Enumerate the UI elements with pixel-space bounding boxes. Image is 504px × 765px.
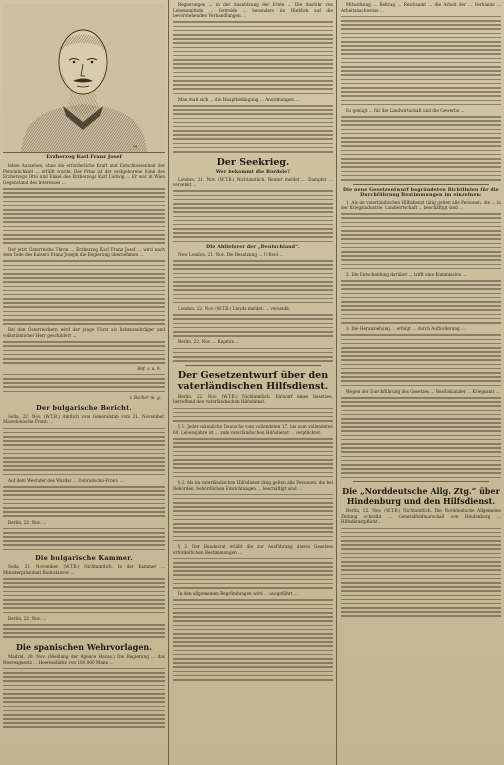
text-block	[341, 334, 501, 386]
text-block	[173, 190, 333, 242]
text-block	[173, 21, 333, 94]
divider	[353, 481, 489, 482]
subheading: Wer bekommt die Bordsle?	[215, 169, 291, 175]
text-block	[3, 624, 165, 638]
text-block	[3, 668, 165, 728]
column-middle	[170, 0, 336, 765]
column-rule	[336, 0, 337, 765]
text-block	[341, 528, 501, 618]
article-text: Bei den Österreichern wird der junge Fürst als liebenswürdiger und volkstümlicher Herr geschildert ...	[3, 327, 165, 338]
article-text: leben Aussehen, ohne die erforderliche Kraft und Entschlossenheit der Persönlichkeit ... erfüllt wurde. Der Prinz ist der erstgeborene Sohn des Erzherzogs Otto und Enkel des Erzherzogs Karl Ludwig ... Er war in Wien Gegenstand des Interesses ...	[3, 163, 165, 185]
text-block	[173, 348, 333, 362]
text-block	[173, 438, 333, 477]
article-text: Man muß sich ... die Hauptbedingung ... Anordnungen ...	[178, 96, 300, 102]
text-block	[173, 314, 333, 337]
article-text: Auf dem Westufer des Wardar ... Dobrudscha-Front: ...	[8, 477, 124, 483]
subheading: Die neue Gesetzentwurf begründeten Richtlinien für die Durchführung Bestimmungen im einzelnen:	[343, 187, 499, 198]
article-text: In den allgemeinen Begründungen wird ... ausgeführt ...	[178, 591, 298, 597]
section-heading: Der Gesetzentwurf über den vaterländischen Hilfsdienst.	[177, 369, 329, 392]
text-block	[341, 280, 501, 323]
article-text: Es genügt ... für die Landwirtschaft und die Gewerbe ...	[346, 107, 465, 113]
text-block	[341, 397, 501, 478]
text-block	[173, 408, 333, 422]
text-block	[3, 374, 165, 392]
text-block	[173, 105, 333, 153]
text-block	[3, 260, 165, 324]
article-text: Berlin, 22. Nov. (W.T.B.) Nichtamtlich. Entwurf eines Gesetzes, betreffend den vaterländischen Hilfsdienst.	[173, 393, 333, 405]
portrait-illustration	[3, 4, 165, 153]
article-text: Berlin, 22. Nov. ... Kapitän ...	[178, 339, 240, 345]
section-heading: Die bulgarische Kammer.	[35, 554, 133, 563]
text-block	[3, 188, 165, 244]
section-heading: Die „Norddeutsche Allg. Ztg.“ über Hindenburg und den Hilfsdienst.	[342, 486, 500, 507]
text-block	[173, 494, 333, 542]
archduke-portrait-image	[3, 4, 165, 152]
svg-text:sig.: sig.	[133, 144, 139, 148]
text-block	[3, 341, 165, 364]
section-heading: Die spanischen Wehrvorlagen.	[15, 642, 153, 653]
signature: Ref. v. u. h.	[137, 366, 161, 372]
article-text: 1. Als im vaterländischen Hilfsdienst tätig gelten alle Personen, die ... in der Kriegsindustrie, Landwirtschaft ... beschäftigt sind ...	[341, 199, 501, 211]
text-block	[173, 599, 333, 680]
article-text: § 2. Als im vaterländischen Hilfsdienst tätig gelten alle Personen, die bei Behörden, behördlichen Einrichtungen ... beschäftigt sind ...	[173, 479, 333, 491]
section-heading: Der Seekrieg.	[216, 156, 290, 168]
text-block	[3, 578, 165, 613]
article-text: Sofia, 21. November. (W.T.B.) Nichtamtlich. In der Kammer ... Ministerpräsident Radoslawow ...	[3, 564, 165, 575]
text-block	[341, 116, 501, 180]
article-text: Sofia, 22. Nov. (W.T.B.) Amtlich vom Generalstab vom 21. November. Mazedonische Front: ...	[3, 413, 165, 425]
column-rule	[168, 0, 169, 765]
article-text: Madrid, 20. Nov. (Meldung der Agence Havas.) Die Regierung ... das Heeresgesetz ... Heeresstärke von 180 000 Mann ...	[3, 654, 165, 665]
article-text: London, 22. Nov. (W.T.B.) Lloyds meldet: ... versenkt.	[178, 306, 291, 312]
article-text: 3. Die Heranziehung ... erfolgt ... durch Aufforderung ...	[346, 326, 466, 332]
article-text: London, 21. Nov. (W.T.B.) Nichtamtlich. Reuter meldet ... Dampfer ... versenkt ...	[173, 176, 333, 188]
text-block	[341, 16, 501, 106]
section-heading: Der bulgarische Bericht.	[36, 403, 132, 412]
subheading: Die Ablieferer der „Deutschland“.	[206, 244, 300, 250]
text-block	[173, 558, 333, 589]
text-block	[173, 260, 333, 303]
divider	[353, 184, 489, 185]
divider	[185, 365, 321, 366]
article-text: Berlin, 22. Nov. ...	[8, 615, 47, 621]
signature: v. Bocher m. g.	[129, 394, 161, 400]
article-text: Berlin, 22. Nov. (W.T.B.) Nichtamtlich. Die Norddeutsche Allgemeine Zeitung schreibt ... Generalfeldmarschall von Hindenburg ... Hilfsdienstpflicht ...	[341, 508, 501, 525]
article-text: Mitwirkung ... Beitrag ... Reichsamt ... die Arbeit der ... Verbände ... Arbeitsnachweise ...	[341, 2, 501, 13]
article-text: Regierungen ... in der Ausnützung der Ernte ... Die Ausfuhr von Lebensmitteln ... Getreide ... besonders im Hinblick auf die bevorstehenden Verhandlungen ...	[173, 2, 333, 19]
column-left	[0, 0, 168, 765]
article-text: Wegen der Durchführung des Gesetzes ... Reichskanzler ... Kriegsamt ...	[346, 388, 500, 394]
text-block	[3, 528, 165, 551]
article-text: Der jetzt Österreichs Thron ... Erzherzog Karl Franz Josef ... wird nach dem Tode des Kaisers Franz Joseph die Regierung übernehmen ...	[3, 246, 165, 258]
text-block	[341, 213, 501, 269]
text-block	[3, 428, 165, 476]
portrait-caption: Erzherzog Karl Franz Josef	[46, 154, 122, 160]
article-text: § 1. Jeder männliche Deutsche vom vollendeten 17. bis zum vollendeten 60. Lebensjahre ist ... zum vaterländischen Hilfsdienst ... verpflichtet.	[173, 424, 333, 435]
article-text: § 3. Der Bundesrat erläßt die zur Ausführung dieses Gesetzes erforderlichen Bestimmungen ...	[173, 543, 333, 555]
article-text: 2. Die Entscheidung darüber ... trifft eine Kommission ...	[346, 271, 467, 277]
column-right	[338, 0, 504, 765]
article-text: New London, 21. Nov. Die Besatzung ... U-Boot ...	[178, 251, 284, 257]
text-block	[3, 486, 165, 517]
article-text: Berlin, 22. Nov. ...	[8, 519, 47, 525]
